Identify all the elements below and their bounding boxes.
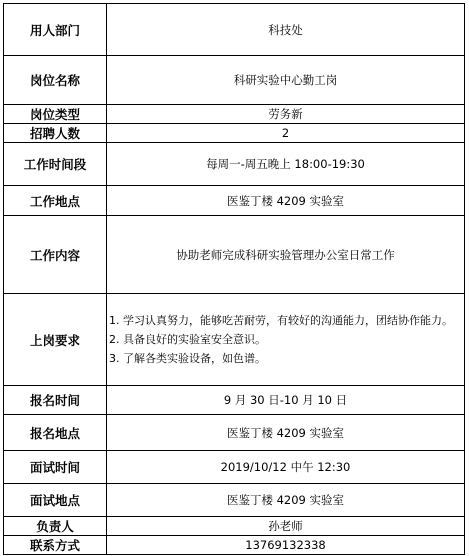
requirement-item: 1. 学习认真努力，能够吃苦耐劳，有较好的沟通能力，团结协作能力。 <box>109 314 453 327</box>
signup-location-value: 医鉴丁楼 4209 实验室 <box>107 415 465 451</box>
requirements-label: 上岗要求 <box>4 294 107 386</box>
headcount-value: 2 <box>107 124 465 143</box>
contact-person-value: 孙老师 <box>107 517 465 536</box>
requirement-item: 3. 了解各类实验设备，如色谱。 <box>109 352 266 365</box>
requirements-list <box>107 294 465 386</box>
work-location-value: 医鉴丁楼 4209 实验室 <box>107 186 465 216</box>
row-interview-location <box>4 484 465 517</box>
position-type-value: 劳务新 <box>107 105 465 124</box>
row-interview-time <box>4 451 465 484</box>
signup-time-value: 9 月 30 日-10 月 10 日 <box>107 386 465 415</box>
interview-time-value: 2019/10/12 中午 12:30 <box>107 451 465 484</box>
row-work-hours <box>4 143 465 186</box>
row-signup-location <box>4 415 465 451</box>
position-name-value: 科研实验中心勤工岗 <box>107 56 465 105</box>
row-signup-time <box>4 386 465 415</box>
job-content-label: 工作内容 <box>4 216 107 294</box>
position-name-label: 岗位名称 <box>4 56 107 105</box>
interview-time-label: 面试时间 <box>4 451 107 484</box>
position-type-label: 岗位类型 <box>4 105 107 124</box>
interview-location-label: 面试地点 <box>4 484 107 517</box>
row-job-content <box>4 216 465 294</box>
work-location-label: 工作地点 <box>4 186 107 216</box>
headcount-label: 招聘人数 <box>4 124 107 143</box>
row-position-name <box>4 56 465 105</box>
contact-person-label: 负责人 <box>4 517 107 536</box>
row-contact-phone <box>4 536 465 555</box>
job-content-value: 协助老师完成科研实验管理办公室日常工作 <box>107 216 465 294</box>
contact-phone-value: 13769132338 <box>107 536 465 555</box>
row-contact-person <box>4 517 465 536</box>
requirement-item: 2. 具备良好的实验室安全意识。 <box>109 333 266 346</box>
job-posting-table <box>3 3 465 555</box>
signup-location-label: 报名地点 <box>4 415 107 451</box>
department-label: 用人部门 <box>4 4 107 56</box>
row-headcount <box>4 124 465 143</box>
interview-location-value: 医鉴丁楼 4209 实验室 <box>107 484 465 517</box>
work-hours-value: 每周一-周五晚上 18:00-19:30 <box>107 143 465 186</box>
department-value: 科技处 <box>107 4 465 56</box>
row-work-location <box>4 186 465 216</box>
work-hours-label: 工作时间段 <box>4 143 107 186</box>
signup-time-label: 报名时间 <box>4 386 107 415</box>
contact-phone-label: 联系方式 <box>4 536 107 555</box>
row-position-type <box>4 105 465 124</box>
row-requirements <box>4 294 465 386</box>
row-department <box>4 4 465 56</box>
